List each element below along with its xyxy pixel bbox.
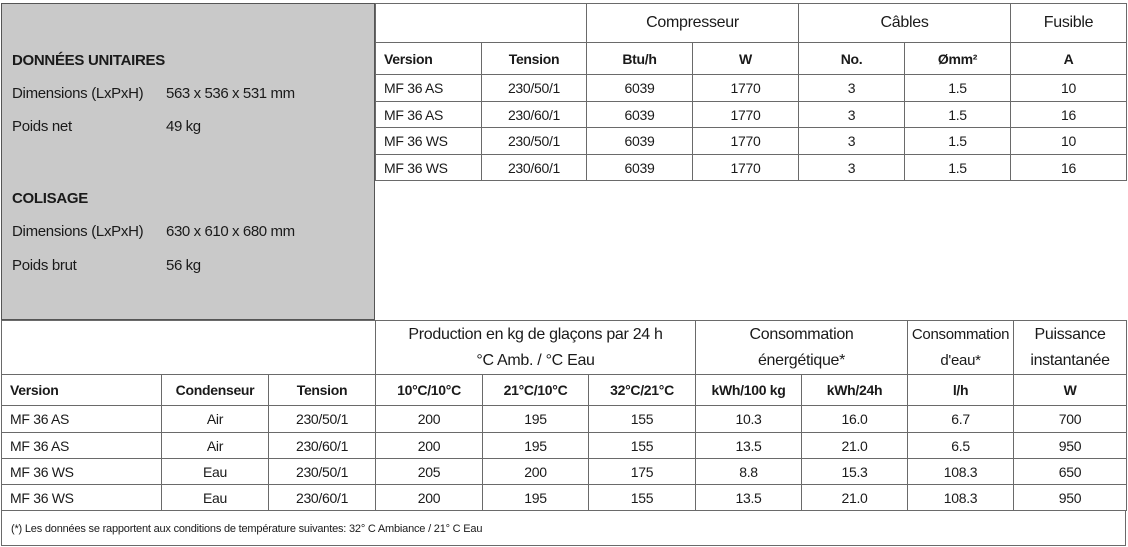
cell: MF 36 WS: [2, 459, 162, 485]
cell: 1770: [693, 155, 799, 181]
cell: 108.3: [908, 459, 1014, 485]
col-watts: W: [693, 43, 799, 75]
electrical-table: [375, 3, 1127, 181]
cell: 21.0: [802, 485, 908, 511]
table-row: [2, 485, 1127, 511]
cell: 230/60/1: [482, 155, 587, 181]
spec-panel: [1, 3, 375, 320]
cell: 155: [589, 406, 696, 433]
footnote: (*) Les données se rapportent aux conditions de température suivantes: 32° C Ambiance / 21° C Eau: [1, 510, 1126, 546]
energy-header-line1: Consommation: [749, 325, 854, 343]
table-row: [376, 155, 1127, 181]
net-weight-value: 49 kg: [166, 118, 201, 135]
cell: 230/50/1: [482, 128, 587, 155]
cell: 1770: [693, 102, 799, 128]
cell: 10: [1011, 75, 1127, 102]
energy-group-header: [696, 321, 908, 375]
cell: 3: [799, 155, 905, 181]
col-watts: W: [1014, 375, 1127, 406]
power-header-line2: instantanée: [1030, 351, 1110, 369]
table-row: [376, 75, 1127, 102]
table-row: [2, 406, 1127, 433]
col-tension: Tension: [269, 375, 376, 406]
cell: 3: [799, 75, 905, 102]
cables-group-header: Câbles: [799, 4, 1011, 43]
cell: 230/50/1: [482, 75, 587, 102]
cell: 195: [483, 433, 589, 459]
cell: MF 36 AS: [2, 433, 162, 459]
col-cable-section: Ømm²: [905, 43, 1011, 75]
water-header-line1: Consommation: [911, 325, 1010, 343]
col-fuse-amps: A: [1011, 43, 1127, 75]
table-row: [376, 102, 1127, 128]
cell: MF 36 AS: [376, 102, 482, 128]
cell: 200: [376, 406, 483, 433]
cell: 1770: [693, 75, 799, 102]
cell: 10: [1011, 128, 1127, 155]
cell: 16: [1011, 155, 1127, 181]
cell: 6039: [587, 128, 693, 155]
table-row: [376, 128, 1127, 155]
cell: 8.8: [696, 459, 802, 485]
cell: 3: [799, 128, 905, 155]
cell: 175: [589, 459, 696, 485]
cell: 3: [799, 102, 905, 128]
cell: 230/50/1: [269, 459, 376, 485]
cell: 6039: [587, 102, 693, 128]
compressor-group-header: Compresseur: [587, 4, 799, 43]
cell: 1.5: [905, 75, 1011, 102]
performance-table: [1, 320, 1127, 511]
cell: MF 36 WS: [376, 155, 482, 181]
unit-dimensions-value: 563 x 536 x 531 mm: [166, 85, 295, 102]
cell: 108.3: [908, 485, 1014, 511]
col-21-10: 21°C/10°C: [483, 375, 589, 406]
cell: 200: [376, 485, 483, 511]
cell: 155: [589, 433, 696, 459]
cell: 15.3: [802, 459, 908, 485]
cell: 155: [589, 485, 696, 511]
production-group-header: [376, 321, 696, 375]
packaging-heading: COLISAGE: [12, 190, 88, 207]
cell: Eau: [162, 485, 269, 511]
cell: Air: [162, 406, 269, 433]
net-weight-label: Poids net: [12, 118, 72, 135]
col-cable-number: No.: [799, 43, 905, 75]
cell: 950: [1014, 485, 1127, 511]
production-header-line1: Production en kg de glaçons par 24 h: [408, 325, 663, 343]
cell: 21.0: [802, 433, 908, 459]
cell: 230/60/1: [269, 485, 376, 511]
power-header-line1: Puissance: [1034, 325, 1106, 343]
cell: 16.0: [802, 406, 908, 433]
water-group-header: [908, 321, 1014, 375]
packaging-dimensions-value: 630 x 610 x 680 mm: [166, 223, 295, 240]
production-header-line2: °C Amb. / °C Eau: [476, 351, 595, 369]
cell: 195: [483, 406, 589, 433]
cell: 1.5: [905, 155, 1011, 181]
cell: 6039: [587, 155, 693, 181]
table-row: [2, 459, 1127, 485]
gross-weight-value: 56 kg: [166, 257, 201, 274]
col-btu: Btu/h: [587, 43, 693, 75]
power-group-header: [1014, 321, 1127, 375]
col-kwh-24h: kWh/24h: [802, 375, 908, 406]
col-litres-hour: l/h: [908, 375, 1014, 406]
cell: 6039: [587, 75, 693, 102]
cell: 1.5: [905, 128, 1011, 155]
fuse-group-header: Fusible: [1011, 4, 1127, 43]
cell: 650: [1014, 459, 1127, 485]
col-version: Version: [376, 43, 482, 75]
cell: 230/60/1: [269, 433, 376, 459]
cell: 16: [1011, 102, 1127, 128]
cell: 205: [376, 459, 483, 485]
col-version: Version: [2, 375, 162, 406]
cell: 6.7: [908, 406, 1014, 433]
cell: MF 36 WS: [2, 485, 162, 511]
energy-header-line2: énergétique*: [757, 351, 846, 369]
cell: 6.5: [908, 433, 1014, 459]
gross-weight-label: Poids brut: [12, 257, 77, 274]
col-32-21: 32°C/21°C: [589, 375, 696, 406]
cell: 10.3: [696, 406, 802, 433]
packaging-dimensions-label: Dimensions (LxPxH): [12, 223, 144, 240]
col-condenser: Condenseur: [162, 375, 269, 406]
water-header-line2: d'eau*: [940, 351, 981, 369]
cell: 13.5: [696, 485, 802, 511]
cell: 195: [483, 485, 589, 511]
cell: Eau: [162, 459, 269, 485]
cell: 230/50/1: [269, 406, 376, 433]
cell: 13.5: [696, 433, 802, 459]
cell: MF 36 WS: [376, 128, 482, 155]
cell: 200: [376, 433, 483, 459]
unit-dimensions-label: Dimensions (LxPxH): [12, 85, 144, 102]
cell: MF 36 AS: [376, 75, 482, 102]
cell: 700: [1014, 406, 1127, 433]
cell: MF 36 AS: [2, 406, 162, 433]
col-kwh-100kg: kWh/100 kg: [696, 375, 802, 406]
cell: 950: [1014, 433, 1127, 459]
cell: Air: [162, 433, 269, 459]
cell: 230/60/1: [482, 102, 587, 128]
cell: 1.5: [905, 102, 1011, 128]
cell: 1770: [693, 128, 799, 155]
table-row: [2, 433, 1127, 459]
electrical-blank-header: [376, 4, 587, 43]
col-tension: Tension: [482, 43, 587, 75]
col-10-10: 10°C/10°C: [376, 375, 483, 406]
unit-data-heading: DONNÉES UNITAIRES: [12, 52, 165, 69]
cell: 200: [483, 459, 589, 485]
performance-blank-header: [2, 321, 376, 375]
